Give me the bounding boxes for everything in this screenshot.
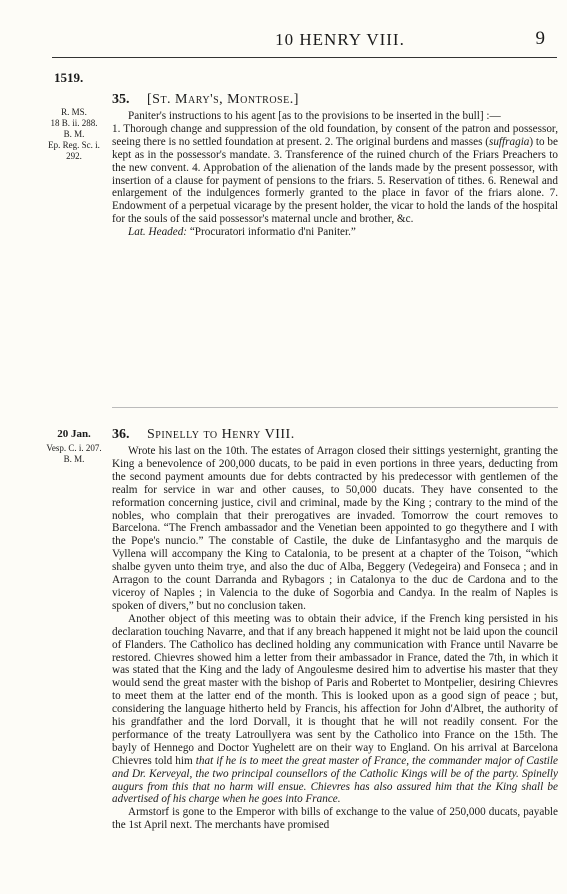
- entry-number: 36.: [112, 427, 130, 442]
- italic-run: that if he is to meet the great master of France, the commander major of Castile and Dr. Kerveyal, the two principal counsellors of the Catholic Kings will be of the party. Spinelly augurs from this that no harm will ensue. Chievres has also assured him that the King shall be advertised of his charge when he goes into France.: [112, 754, 558, 806]
- page-number: 9: [535, 28, 545, 49]
- margin-line: 292.: [66, 151, 82, 161]
- entry-number: 35.: [112, 92, 130, 107]
- entry-36-margin-ref: [44, 443, 104, 465]
- running-title: 10 HENRY VIII.: [275, 30, 405, 49]
- paragraph: [112, 123, 558, 226]
- margin-line: Ep. Reg. Sc. i.: [48, 140, 100, 150]
- entry-title: [St. Mary's, Montrose.]: [147, 92, 299, 107]
- margin-line: 18 B. ii. 288.: [50, 118, 98, 128]
- text-run: 1. Thorough change and suppression of the old foundation, by consent of the patron and possessor, seeing there is no settled foundation at present. 2. The original burdens and masses (: [112, 122, 558, 148]
- entry-title: Spinelly to Henry VIII.: [147, 427, 295, 442]
- latin-label: Lat. Headed:: [128, 226, 188, 239]
- page-header: [0, 30, 567, 54]
- paragraph: [112, 613, 558, 807]
- header-rule: [52, 57, 557, 58]
- paragraph: [112, 226, 558, 239]
- text-run: Another object of this meeting was to obtain their advice, if the French king persisted in his declaration touching Navarre, and that if any breach happened it might not be laid upon the council of Flanders. The Catholico has declined holding any communication with France until Navarre be restored. Chievres showed him a letter from their ambassador in France, dated the 7th, in which it was stated that the King and the lady of Angoulesme desired him to advertise his master that they would send the great master with the bishop of Paris and Robertet to Montpelier, desiring Chievres to meet them at the latter end of the month. This is looked upon as a good sign of peace ; but, considering the language hitherto held by Francis, his affection for John d'Albret, the authority of his grandfather and the lord Dorvall, it is thought that he will not readily consent. For the performance of the treaty Latroullyera was sent by the Catholico into France on the 15th. The bayly of Hennego and Doctor Yughelett are on their way to England. On his arrival at Barcelona Chievres told him: [112, 612, 558, 767]
- paragraph: Armstorf is gone to the Emperor with bills of exchange to the value of 250,000 ducats, payable the 1st April next. The merchants have promised: [112, 806, 558, 832]
- entry-36-date: 20 Jan.: [57, 428, 91, 440]
- entry-35-body: [112, 110, 558, 239]
- paragraph: Paniter's instructions to his agent [as to the provisions to be inserted in the bull] :—: [128, 110, 501, 122]
- entry-35-heading: [112, 92, 299, 108]
- margin-line: Vesp. C. i. 207.: [46, 443, 102, 453]
- margin-line: R. MS.: [61, 107, 87, 117]
- margin-line: B. M.: [63, 129, 85, 139]
- year-label: 1519.: [54, 70, 84, 85]
- entry-36-heading: [112, 427, 295, 443]
- entry-35-margin-ref: [44, 107, 104, 162]
- italic-run: suffragia: [488, 135, 530, 148]
- paragraph: Wrote his last on the 10th. The estates of Arragon closed their sittings yesternight, granting the King a benevolence of 200,000 ducats, to be paid in even portions in three years, deducting from the second payment amounts due for debts contracted by his predecessor with gentlemen of the realm for service in war and other causes, to 50,000 ducats. They have consented to the reformation concerning justice, civil and criminal, made by the King ; contrary to the mind of the nobles, who complain that their prerogatives are invaded. Tomorrow the court removes to Barcelona. “The French ambassador and the Venetian been appointed to go thegythere and I with the Pope's nuncio.” The constable of Castile, the duke de Linfantasygho and the marquis de Vyllena will accompany the King to Catalonia, to be present at a chapter of the Toison, “which shalbe gyven unto theim trye, and also the duc of Alba, Beggery (Vedegeira) and Fonseca ; and in Arragon to the count Darranda and Rybagors ; in Catalonya to the duc de Cardona and to the viceroy of Naples ; in Valencia to the duke of Sogorbia and Candya. In the realm of Naples is spoken of divers,” but no conclusion taken.: [112, 445, 558, 612]
- margin-line: B. M.: [63, 454, 85, 464]
- entry-36-body: [112, 445, 558, 832]
- latin-text: “Procuratori informatio d'ni Paniter.”: [187, 226, 356, 239]
- text-run: ) to be kept as in the possessor's mandate. 3. Transference of the ruined church of the Friars Preachers to the new convent. 4. Approbation of the alienation of the lands made by the present possessor, with insertion of a clause for payment of pensions to the friars. 5. Reservation of tithes. 6. Renewal and enlargement of the indulgences formerly granted to the place in favor of the friars alone. 7. Endowment of a perpetual vicarage by the present holder, the vicar to hold the lands of the hospital for the souls of the said possessor's maternal uncle and brother, &c.: [112, 135, 558, 226]
